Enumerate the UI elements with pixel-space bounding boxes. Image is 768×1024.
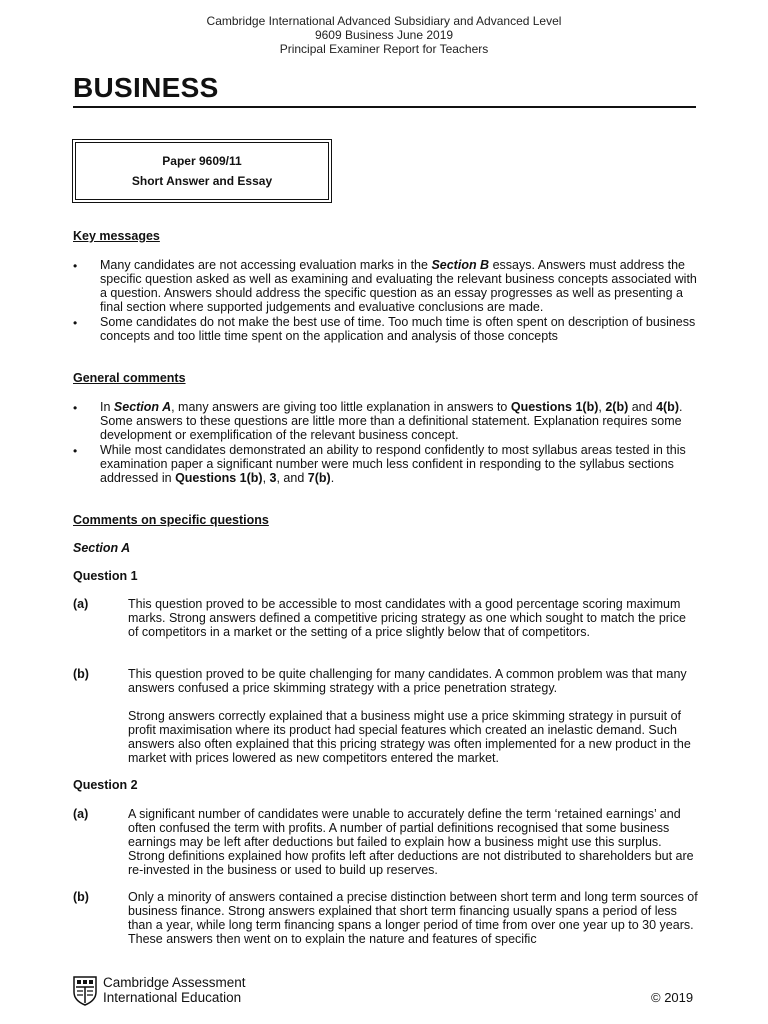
q1-b-label: (b) bbox=[73, 667, 89, 681]
logo-line-1: Cambridge Assessment bbox=[103, 975, 246, 990]
q1-b-text-1: This question proved to be quite challenging for many candidates. A common problem was that many answers confused a price skimming strategy with a price penetration strategy. bbox=[128, 667, 687, 695]
title-rule bbox=[73, 106, 696, 108]
general-comments-heading: General comments bbox=[73, 371, 186, 385]
report-header bbox=[0, 14, 768, 56]
key-message-2: Some candidates do not make the best use of time. Too much time is often spent on description of business concepts and too little time spent on the application and analysis of those concepts bbox=[100, 315, 696, 343]
question-1-heading: Question 1 bbox=[73, 569, 138, 583]
bullet-icon: • bbox=[73, 444, 78, 458]
q2-b-text: Only a minority of answers contained a precise distinction between short term and long term sources of business finance. Strong answers explained that short term financing usually spans a period of less than a year, while long term financing spans a longer period of time from over one year up to 30 years. These answers then went on to explain the nature and features of specific bbox=[128, 890, 698, 946]
header-line-2: 9609 Business June 2019 bbox=[314, 28, 454, 42]
cambridge-logo bbox=[73, 975, 273, 1007]
paper-number: Paper 9609/11 bbox=[162, 154, 242, 168]
bullet-icon: • bbox=[73, 259, 78, 273]
q2-b-label: (b) bbox=[73, 890, 89, 904]
logo-line-2: International Education bbox=[103, 990, 242, 1005]
shield-icon bbox=[73, 976, 97, 1006]
question-2-heading: Question 2 bbox=[73, 778, 138, 792]
paper-box bbox=[72, 139, 332, 203]
copyright: © 2019 bbox=[651, 990, 694, 1005]
paper-type: Short Answer and Essay bbox=[131, 174, 273, 188]
general-comment-1: In Section A, many answers are giving too little explanation in answers to Questions 1(b), 2(b) and 4(b). Some answers to these questions are little more than a definitional statement. Explanation requires some development or exemplification of the relevant business concept. bbox=[100, 400, 683, 442]
q1-b-text-2: Strong answers correctly explained that a business might use a price skimming strategy in pursuit of profit maximisation where its product had special features which created an inelastic demand. Such answers also often explained that this pricing strategy was often implemented for a new product in the market with prices lowered as new competitors entered the market. bbox=[128, 709, 691, 765]
q2-a-text: A significant number of candidates were unable to accurately define the term ‘retained earnings’ and often confused the term with profits. A number of partial definitions recognised that some business earnings may be left after deductions but failed to explain how a business might use this surplus. Strong definitions explained how profits left after deductions are not distributed to shareholders but are re-invested in the business or used to build up reserves. bbox=[128, 807, 694, 877]
q1-a-text: This question proved to be accessible to most candidates with a good percentage scoring maximum marks. Strong answers defined a competitive pricing strategy as one which sought to match the price of competitors in a market or the setting of a price slightly below that of competitors. bbox=[128, 597, 686, 639]
key-message-1: Many candidates are not accessing evaluation marks in the Section B essays. Answers must address the specific question asked as well as examining and evaluating the relevant business concepts associated with a question. Answers should address the specific question as an essay progresses as well as presenting a final section where supported judgements and evaluative conclusions are made. bbox=[100, 258, 697, 314]
bullet-icon: • bbox=[73, 316, 78, 330]
specific-comments-heading: Comments on specific questions bbox=[73, 513, 269, 527]
page-title: BUSINESS bbox=[73, 72, 219, 103]
key-messages-heading: Key messages bbox=[73, 229, 160, 243]
q1-a-label: (a) bbox=[73, 597, 89, 611]
q2-a-label: (a) bbox=[73, 807, 89, 821]
header-line-3: Principal Examiner Report for Teachers bbox=[279, 42, 489, 56]
bullet-icon: • bbox=[73, 401, 78, 415]
general-comment-2: While most candidates demonstrated an ability to respond confidently to most syllabus areas tested in this examination paper a significant number were much less confident in responding to the syllabus sections addressed in Questions 1(b), 3, and 7(b). bbox=[100, 443, 686, 485]
section-a-heading: Section A bbox=[73, 541, 131, 555]
header-line-1: Cambridge International Advanced Subsidiary and Advanced Level bbox=[206, 14, 562, 28]
